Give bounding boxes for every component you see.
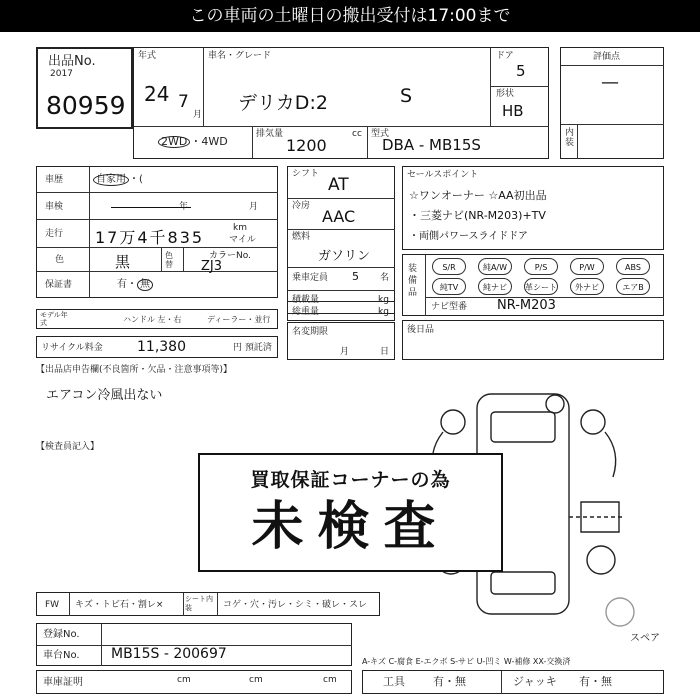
score-value: — (601, 72, 619, 93)
displacement-value: 1200 (286, 136, 327, 155)
mileage-label: 走行 (45, 229, 64, 239)
defects-text: エアコン冷風出ない (46, 388, 163, 403)
interior-label: 内装 (565, 128, 575, 148)
month-suffix: 月 (193, 110, 203, 120)
lot-label: 出品No. (48, 54, 96, 69)
door-label: ドア (496, 51, 514, 61)
jack-label: ジャッキ (513, 675, 557, 688)
jack-value: 有・無 (579, 675, 612, 688)
fw-label: FW (45, 600, 60, 610)
dealer-label: ディーラー・並行 (207, 315, 271, 324)
dims-unit-2: cm (249, 675, 263, 685)
stamp-title: 未検査 (251, 497, 450, 557)
recycle-value: 11,380 (137, 339, 186, 355)
chassis-value: MB15S - 200697 (111, 646, 227, 662)
fuel-label: 燃料 (292, 232, 311, 242)
sales-line-3: ・両側パワースライドドア (409, 231, 528, 242)
shape-label: 形状 (496, 89, 515, 99)
equipment-option: 純ナビ (478, 278, 512, 295)
weight-label: 総重量 (292, 307, 320, 317)
fw-legend (36, 592, 380, 616)
history-value: 自家用 ・( (93, 174, 143, 186)
recycle-label: リサイクル料金 (41, 343, 103, 353)
spec-block (287, 166, 395, 314)
equipment-option: P/S (524, 258, 558, 275)
name-change-box (287, 322, 395, 360)
equipment-label: 装備品 (408, 264, 418, 298)
model-label: 型式 (371, 129, 390, 139)
later-items-box (402, 320, 664, 360)
seat-label: シート内装 (185, 595, 213, 612)
fw-text: キズ・トビ石・割レ× (75, 600, 164, 610)
score-label: 評価点 (593, 52, 621, 62)
vehicle-header (133, 47, 549, 159)
color-label: 色 (55, 255, 65, 265)
inspection-label: 車検 (45, 202, 64, 212)
history-label: 車歴 (45, 175, 64, 185)
load-unit: kg (378, 295, 389, 305)
displacement-unit: cc (352, 129, 362, 139)
km-unit: km (233, 223, 247, 233)
displacement-label: 排気量 (256, 129, 284, 139)
load-label: 積載量 (292, 295, 320, 305)
month-value: 7 (178, 92, 189, 112)
sales-points (402, 166, 664, 250)
name-change-label: 名変期限 (292, 327, 329, 337)
recycle-unit: 円 預託済 (233, 343, 272, 353)
shift-value: AT (328, 175, 349, 195)
weight-unit: kg (378, 307, 389, 317)
name-change-month: 月 (340, 347, 350, 357)
drive-2wd: 2WD ・4WD (158, 136, 228, 148)
weight-row (287, 301, 395, 321)
equipment-option: 純TV (432, 278, 466, 295)
equipment-option: P/W (570, 258, 604, 275)
year-value: 24 (144, 82, 170, 106)
color-change: 色替 (165, 251, 173, 269)
sales-line-1: ☆ワンオーナー ☆AA初出品 (409, 189, 547, 202)
reg-label: 登録No. (43, 629, 80, 640)
name-change-day: 日 (380, 347, 390, 357)
mile-unit: マイル (229, 235, 256, 245)
door-value: 5 (516, 62, 526, 80)
dims-row (36, 670, 352, 694)
chassis-label: 車台No. (43, 650, 80, 661)
color-code-value: ZJ3 (201, 259, 223, 274)
color-code-label: カラーNo. (209, 251, 251, 261)
sales-label: セールスポイント (407, 170, 479, 180)
registration-block (36, 623, 352, 666)
inspector-label: 【検査員記入】 (36, 442, 100, 452)
model-year-row (36, 309, 278, 329)
tools-value: 有・無 (433, 675, 466, 688)
name-value: デリカD:2 (238, 92, 328, 114)
defects-label: 【出品店申告欄(不良箇所・欠品・注意事項等)】 (36, 365, 233, 375)
spare-label: スペア (630, 633, 660, 644)
equipment-option: エアB (616, 278, 650, 295)
equipment-option: ABS (616, 258, 650, 275)
ac-value: AAC (322, 207, 356, 226)
dims-label: 車庫証明 (43, 677, 83, 688)
later-items-label: 後日品 (407, 325, 435, 335)
capacity-value: 5 (352, 270, 359, 283)
model-year-label: モデル年式 (40, 311, 68, 327)
history-block (36, 166, 278, 298)
equipment-option: 革シート (524, 278, 558, 295)
warranty-values: 有・ 無 (117, 279, 153, 291)
mileage-value: 17万4千835 (95, 228, 205, 247)
damage-codes: A-キズ C-腐食 E-エクボ S-サビ U-凹ミ W-補修 XX-交換済 (362, 657, 571, 666)
navi-label: ナビ型番 (431, 302, 468, 312)
tools-row (362, 670, 664, 694)
dims-unit-1: cm (177, 675, 191, 685)
equipment-option: 純A/W (478, 258, 512, 275)
inspection-year: 年 (179, 202, 189, 212)
navi-value: NR-M203 (497, 298, 556, 313)
inspection-month: 月 (249, 202, 259, 212)
score-box (560, 47, 664, 159)
unchecked-stamp (198, 453, 503, 572)
name-label: 車名・グレード (208, 51, 272, 61)
shift-label: シフト (292, 169, 320, 179)
equipment-option: 外ナビ (570, 278, 604, 295)
capacity-label: 乗車定員 (292, 273, 329, 283)
capacity-unit: 名 (380, 273, 390, 283)
dims-unit-3: cm (323, 675, 337, 685)
equipment-option: S/R (432, 258, 466, 275)
recycle-row (36, 336, 278, 358)
stamp-subtitle: 買取保証コーナーの為 (250, 469, 451, 491)
shape-value: HB (502, 102, 524, 120)
seat-text: コゲ・穴・汚レ・シミ・破レ・スレ (223, 600, 368, 610)
grade-value: S (400, 85, 413, 107)
year-label: 年式 (138, 51, 157, 61)
banner: この車両の土曜日の搬出受付は17:00まで (0, 0, 700, 32)
tools-label: 工具 (383, 675, 405, 688)
lot-number: 80959 (46, 91, 126, 120)
model-value: DBA - MB15S (382, 136, 481, 154)
fuel-value: ガソリン (318, 249, 371, 264)
color-value: 黒 (115, 253, 131, 271)
ac-label: 冷房 (292, 201, 311, 211)
sales-line-2: ・三菱ナビ(NR-M203)+TV (409, 209, 546, 222)
lot-box (36, 47, 133, 129)
handle-label: ハンドル 左・右 (123, 315, 182, 324)
lot-year: 2017 (50, 69, 73, 79)
warranty-label: 保証書 (45, 280, 73, 290)
